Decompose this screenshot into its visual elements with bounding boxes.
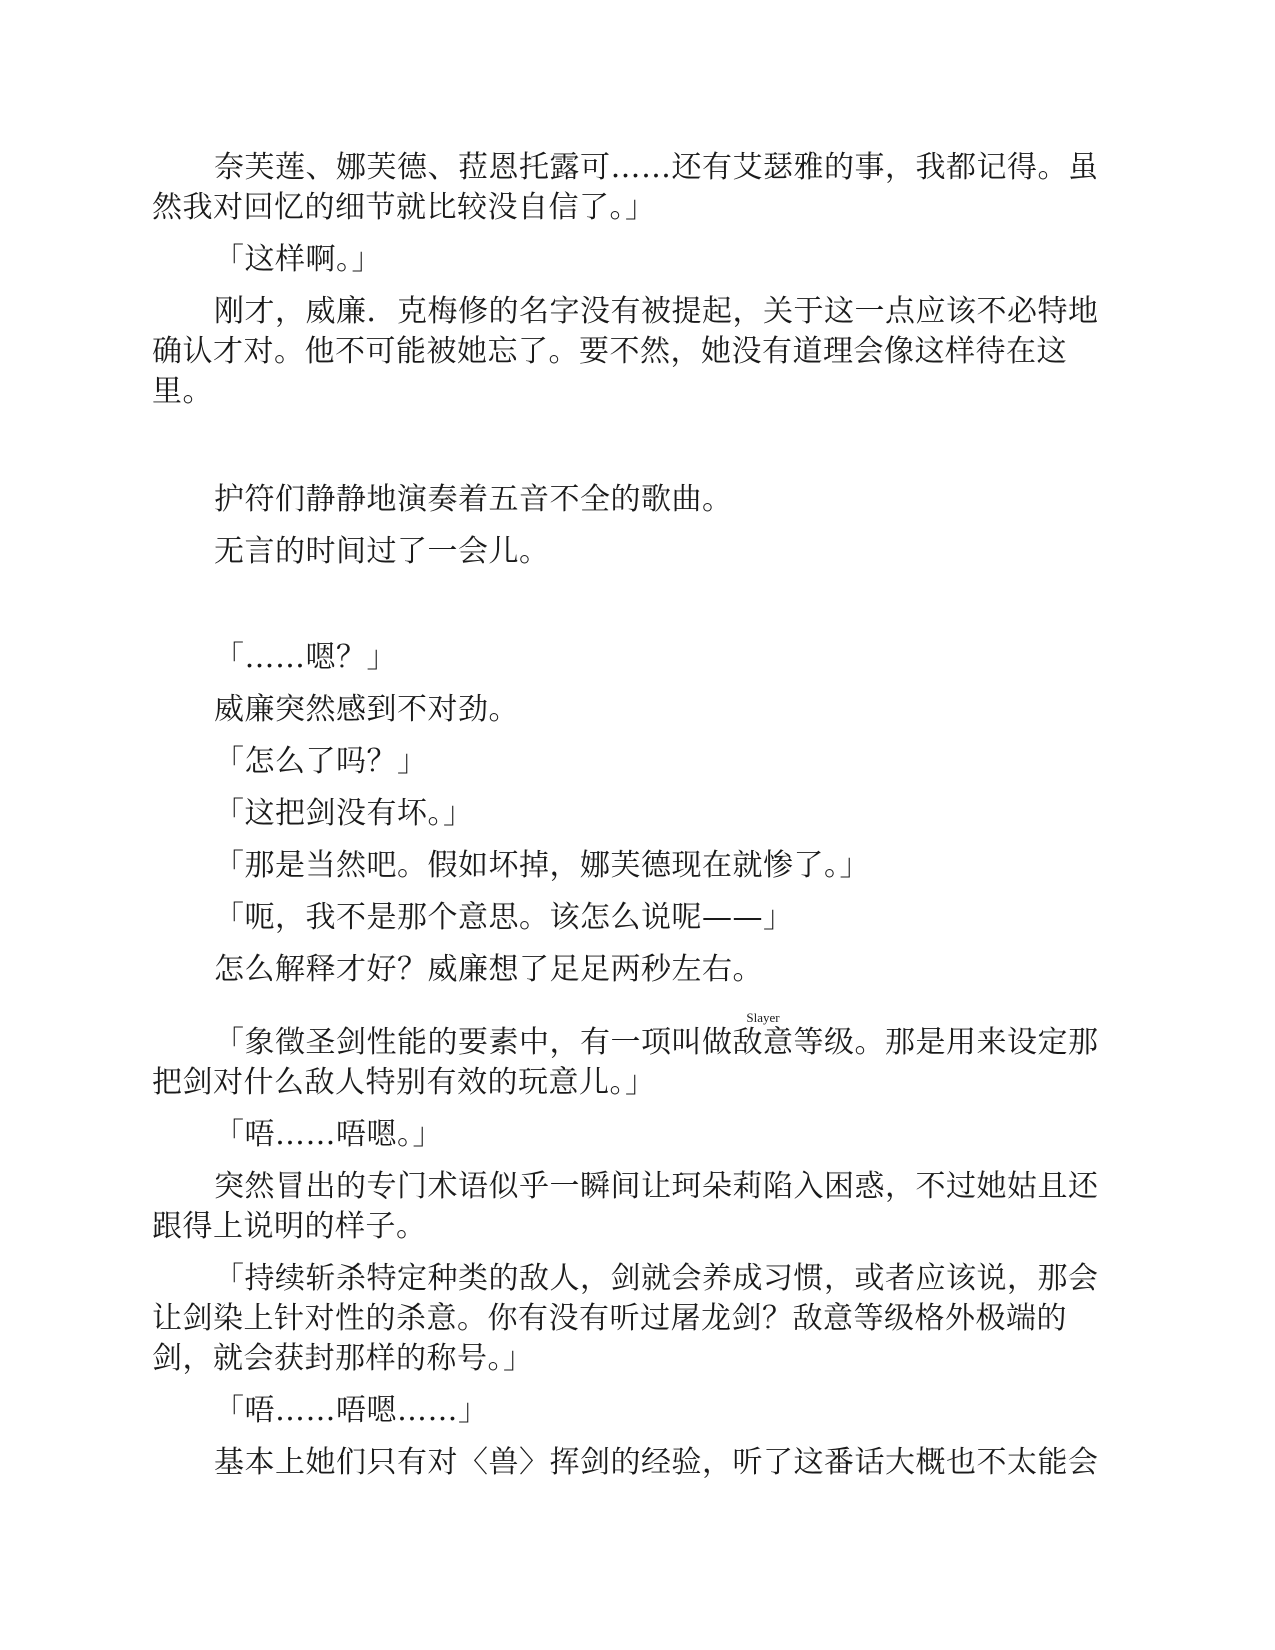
- paragraph: 无言的时间过了一会儿。: [214, 534, 550, 569]
- dialogue-line: 「唔……唔嗯……」: [214, 1393, 489, 1428]
- dialogue-line: 「那是当然吧。假如坏掉，娜芙德现在就惨了。」: [214, 848, 870, 883]
- text-segment: 「象徵圣剑性能的要素中，有一项叫做: [214, 1025, 733, 1060]
- dialogue-line: 「怎么了吗？」: [214, 744, 428, 779]
- dialogue-line: 「呃，我不是那个意思。该怎么说呢——」: [214, 900, 794, 935]
- paragraph: 护符们静静地演奏着五音不全的歌曲。: [214, 482, 733, 517]
- text-segment: 等级。那是用来设定那把剑对什么敌人特别有效的玩意儿。」: [152, 1025, 1099, 1100]
- dialogue-line: 「唔……唔嗯。」: [214, 1117, 443, 1152]
- dialogue-line: 「持续斩杀特定种类的敌人，剑就会养成习惯，或者应该说，那会让剑染上针对性的杀意。你有没有听过屠龙剑？敌意等级格外极端的剑，就会获封那样的称号。」: [152, 1261, 1099, 1376]
- scene-break: [152, 584, 1120, 638]
- paragraph: 怎么解释才好？威廉想了足足两秒左右。: [214, 952, 763, 987]
- dialogue-line: 「……嗯？」: [214, 640, 397, 675]
- scene-break: [152, 424, 1120, 480]
- paragraph: 威廉突然感到不对劲。: [214, 692, 519, 727]
- paragraph: 刚才，威廉．克梅修的名字没有被提起，关于这一点应该不必特地确认才对。他不可能被她忘了。要不然，她没有道理会像这样待在这里。: [152, 294, 1099, 409]
- ruby-text: Slayer: [732, 1010, 794, 1025]
- paragraph: 基本上她们只有对〈兽〉挥剑的经验，听了这番话大概也不太能会: [214, 1445, 1099, 1480]
- ruby-annotation: [732, 1010, 794, 1060]
- paragraph: 突然冒出的专门术语似乎一瞬间让珂朵莉陷入困惑，不过她姑且还跟得上说明的样子。: [152, 1169, 1099, 1244]
- dialogue-line-with-ruby: [152, 1012, 1120, 1103]
- paragraph: 奈芙莲、娜芙德、菈恩托露可……还有艾瑟雅的事，我都记得。虽然我对回忆的细节就比较没自信了。」: [152, 150, 1099, 225]
- document-page: [152, 148, 1120, 1495]
- dialogue-line: 「这把剑没有坏。」: [214, 796, 474, 831]
- dialogue-line: 「这样啊。」: [214, 242, 382, 277]
- ruby-base: 敌意: [732, 1025, 794, 1060]
